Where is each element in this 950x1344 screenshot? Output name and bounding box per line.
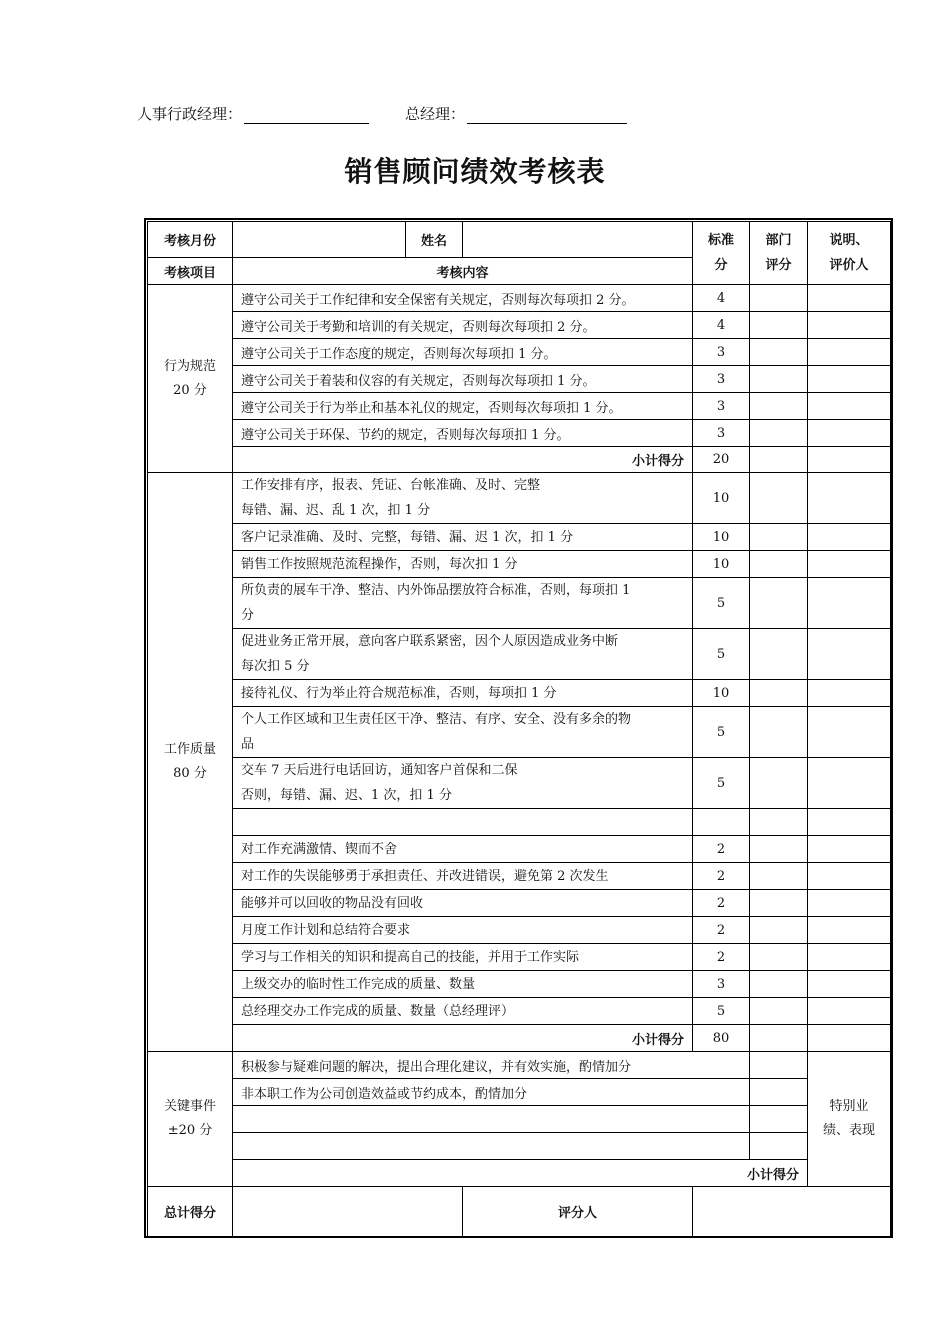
criterion-text: 遵守公司关于着装和仪容的有关规定，否则每次每项扣 1 分。 [233,366,693,393]
general-manager-signature [405,103,627,124]
content-header: 考核内容 [233,258,693,285]
standard-score: 2 [693,917,750,944]
dept-score-cell[interactable] [750,680,808,707]
dept-score-cell[interactable] [750,524,808,551]
standard-score: 2 [693,836,750,863]
table-row [148,971,891,998]
standard-score: 10 [693,680,750,707]
table-row [148,836,891,863]
remark-cell[interactable] [808,551,891,578]
special-performance-line2: 绩、表现 [822,1123,875,1138]
dept-score-cell[interactable] [750,890,808,917]
dept-score-cell[interactable] [750,393,808,420]
criterion-text: 遵守公司关于工作态度的规定，否则每次每项扣 1 分。 [233,339,693,366]
criterion-line1: 对工作的失误能够勇于承担责任、并改进错误，避免第 2 次发生 [241,868,609,884]
dept-score-header [750,222,808,285]
criterion-text [233,551,693,578]
criterion-text: 积极参与疑难问题的解决，提出合理化建议，并有效实施，酌情加分 [233,1052,750,1079]
dept-score-cell[interactable] [750,629,808,680]
dept-score-cell[interactable] [750,1025,808,1052]
table-row [148,285,891,312]
remark-header [808,222,891,285]
criterion-text [233,863,693,890]
remark-cell[interactable] [808,629,891,680]
dept-score-cell[interactable] [750,836,808,863]
criterion-line2: 每次扣 5 分 [241,659,310,674]
criterion-line1: 能够并可以回收的物品没有回收 [241,895,424,911]
standard-score: 10 [693,524,750,551]
item-header: 考核项目 [148,258,233,285]
dept-score-cell[interactable] [750,578,808,629]
page-title: 销售顾问绩效考核表 [344,155,606,188]
remark-cell[interactable] [808,917,891,944]
dept-score-cell[interactable] [750,447,808,473]
criterion-text [233,629,693,680]
standard-score: 3 [693,366,750,393]
standard-score: 3 [693,393,750,420]
criterion-line1: 学习与工作相关的知识和提高自己的技能，并用于工作实际 [241,949,580,965]
criterion-line1: 月度工作计划和总结符合要求 [241,922,411,938]
criterion-text [233,707,693,758]
remark-cell[interactable] [808,578,891,629]
criterion-text [233,944,693,971]
total-field[interactable] [233,1187,463,1237]
general-manager-label: 总经理： [405,105,466,123]
key-events-category-name: 关键事件 [163,1099,216,1114]
table-row [148,1079,891,1106]
dept-score-cell[interactable] [750,971,808,998]
criterion-text: 非本职工作为公司创造效益或节约成本，酌情加分 [233,1079,750,1106]
dept-score-cell[interactable] [750,1079,808,1106]
remark-cell[interactable] [808,366,891,393]
standard-score: 2 [693,890,750,917]
standard-score: 3 [693,420,750,447]
dept-score-cell[interactable] [750,758,808,809]
month-field[interactable] [233,222,406,258]
criterion-text [233,809,693,836]
month-label: 考核月份 [148,222,233,258]
behavior-category-points: 20 分 [173,382,207,398]
criterion-line1: 对工作充满激情、锲而不舍 [241,841,398,857]
subtotal-label: 小计得分 [233,1025,693,1052]
dept-score-cell[interactable] [750,809,808,836]
standard-score: 10 [693,551,750,578]
criterion-line1: 总经理交办工作完成的质量、数量（总经理评） [241,1003,515,1019]
table-row [148,578,891,629]
standard-score: 3 [693,339,750,366]
hr-manager-label: 人事行政经理： [137,105,243,123]
remark-cell[interactable] [808,809,891,836]
remark-header-line1: 说明、 [829,233,869,248]
table-row [148,809,891,836]
hr-manager-signature [137,103,369,124]
dept-score-header-line1: 部门 [765,233,792,248]
table-row [148,917,891,944]
standard-score: 4 [693,285,750,312]
subtotal-label: 小计得分 [233,1160,808,1187]
criterion-text [233,836,693,863]
quality-category [148,473,233,1052]
dept-score-cell[interactable] [750,917,808,944]
quality-category-name: 工作质量 [163,742,216,757]
remark-cell[interactable] [808,447,891,473]
remark-cell[interactable] [808,890,891,917]
dept-score-cell[interactable] [750,863,808,890]
dept-score-cell[interactable] [750,998,808,1025]
remark-cell[interactable] [808,285,891,312]
criterion-line1: 所负责的展车干净、整洁、内外饰品摆放符合标准，否则，每项扣 1 [241,583,631,598]
remark-cell[interactable] [808,339,891,366]
dept-score-cell[interactable] [750,366,808,393]
dept-score-header-line2: 评分 [765,258,792,273]
criterion-text [233,890,693,917]
special-performance-cell [808,1052,891,1187]
subtotal-label: 小计得分 [233,447,693,473]
table-row [148,339,891,366]
dept-score-cell[interactable] [750,1133,808,1160]
total-row [148,1187,891,1237]
criterion-text [233,1106,750,1133]
remark-header-line2: 评价人 [829,258,869,273]
remark-cell[interactable] [808,1025,891,1052]
criterion-text: 遵守公司关于考勤和培训的有关规定，否则每次每项扣 2 分。 [233,312,693,339]
behavior-category [148,285,233,473]
remark-cell[interactable] [808,473,891,524]
standard-score-header-line1: 标准 [707,233,734,248]
special-performance-line1: 特别业 [829,1099,869,1114]
remark-cell[interactable] [808,758,891,809]
remark-cell[interactable] [808,998,891,1025]
rater-field[interactable] [693,1187,891,1237]
criterion-line1: 工作安排有序，报表、凭证、台帐准确、及时、完整 [241,478,541,493]
standard-score: 5 [693,707,750,758]
criterion-text [233,758,693,809]
dept-score-cell[interactable] [750,944,808,971]
dept-score-cell[interactable] [750,1106,808,1133]
criterion-line1: 促进业务正常开展，意向客户联系紧密，因个人原因造成业务中断 [241,634,619,649]
table-row [148,551,891,578]
standard-score-header-line2: 分 [714,258,728,273]
header-row-1 [148,222,891,258]
criterion-line2: 品 [241,737,255,752]
criterion-text [233,524,693,551]
standard-score: 2 [693,944,750,971]
remark-cell[interactable] [808,944,891,971]
standard-score: 2 [693,863,750,890]
table-row [148,863,891,890]
table-row [148,366,891,393]
key-events-category-points: ±20 分 [167,1123,213,1138]
table-row [148,680,891,707]
remark-cell[interactable] [808,524,891,551]
criterion-line1: 接待礼仪、行为举止符合规范标准，否则，每项扣 1 分 [241,685,557,701]
subtotal-row [148,1025,891,1052]
standard-score: 5 [693,578,750,629]
remark-cell[interactable] [808,971,891,998]
dept-score-cell[interactable] [750,339,808,366]
criterion-line1: 交车 7 天后进行电话回访，通知客户首保和二保 [241,763,518,778]
table-row [148,998,891,1025]
dept-score-cell[interactable] [750,551,808,578]
dept-score-cell[interactable] [750,312,808,339]
criterion-text: 遵守公司关于环保、节约的规定，否则每次每项扣 1 分。 [233,420,693,447]
evaluation-table [147,221,891,1237]
table-row [148,629,891,680]
hr-manager-signature-line[interactable] [244,105,369,124]
dept-score-cell[interactable] [750,420,808,447]
table-row [148,1052,891,1079]
remark-cell[interactable] [808,836,891,863]
standard-score: 3 [693,971,750,998]
key-events-category [148,1052,233,1187]
criterion-text [233,680,693,707]
table-row [148,524,891,551]
criterion-text: 遵守公司关于行为举止和基本礼仪的规定，否则每次每项扣 1 分。 [233,393,693,420]
remark-cell[interactable] [808,863,891,890]
table-row [148,944,891,971]
subtotal-score: 20 [693,447,750,473]
standard-score: 4 [693,312,750,339]
table-row [148,758,891,809]
criterion-text [233,998,693,1025]
criterion-line1: 上级交办的临时性工作完成的质量、数量 [241,976,476,992]
standard-score: 5 [693,998,750,1025]
standard-score-header [693,222,750,285]
criterion-line2: 每错、漏、迟、乱 1 次，扣 1 分 [241,503,431,518]
standard-score: 5 [693,758,750,809]
dept-score-cell[interactable] [750,285,808,312]
subtotal-score: 80 [693,1025,750,1052]
criterion-text: 遵守公司关于工作纪律和安全保密有关规定，否则每次每项扣 2 分。 [233,285,693,312]
table-row [148,420,891,447]
remark-cell[interactable] [808,420,891,447]
subtotal-row [148,447,891,473]
criterion-text [233,917,693,944]
criterion-line1: 客户记录准确、及时、完整，每错、漏、迟 1 次，扣 1 分 [241,529,574,545]
rater-label: 评分人 [463,1187,693,1237]
subtotal-row [148,1160,891,1187]
standard-score: 10 [693,473,750,524]
dept-score-cell[interactable] [750,707,808,758]
quality-category-points: 80 分 [173,766,207,781]
dept-score-cell[interactable] [750,1052,808,1079]
criterion-line2: 分 [241,608,255,623]
dept-score-cell[interactable] [750,473,808,524]
remark-cell[interactable] [808,707,891,758]
table-row [148,473,891,524]
name-label: 姓名 [406,222,463,258]
criterion-line1: 销售工作按照规范流程操作，否则，每次扣 1 分 [241,556,518,572]
criterion-text [233,473,693,524]
standard-score: 5 [693,629,750,680]
criterion-text [233,1133,750,1160]
standard-score [693,809,750,836]
criterion-text [233,971,693,998]
remark-cell[interactable] [808,312,891,339]
criterion-line2: 否则，每错、漏、迟、1 次，扣 1 分 [241,788,452,803]
name-field[interactable] [463,222,693,258]
table-row [148,312,891,339]
criterion-line1: 个人工作区域和卫生责任区干净、整洁、有序、安全、没有多余的物 [241,712,632,727]
table-row [148,707,891,758]
criterion-text [233,578,693,629]
table-row [148,393,891,420]
general-manager-signature-line[interactable] [467,105,627,124]
remark-cell[interactable] [808,393,891,420]
table-row [148,890,891,917]
total-label: 总计得分 [148,1187,233,1237]
behavior-category-name: 行为规范 [163,358,216,374]
table-row [148,1133,891,1160]
table-row [148,1106,891,1133]
remark-cell[interactable] [808,680,891,707]
